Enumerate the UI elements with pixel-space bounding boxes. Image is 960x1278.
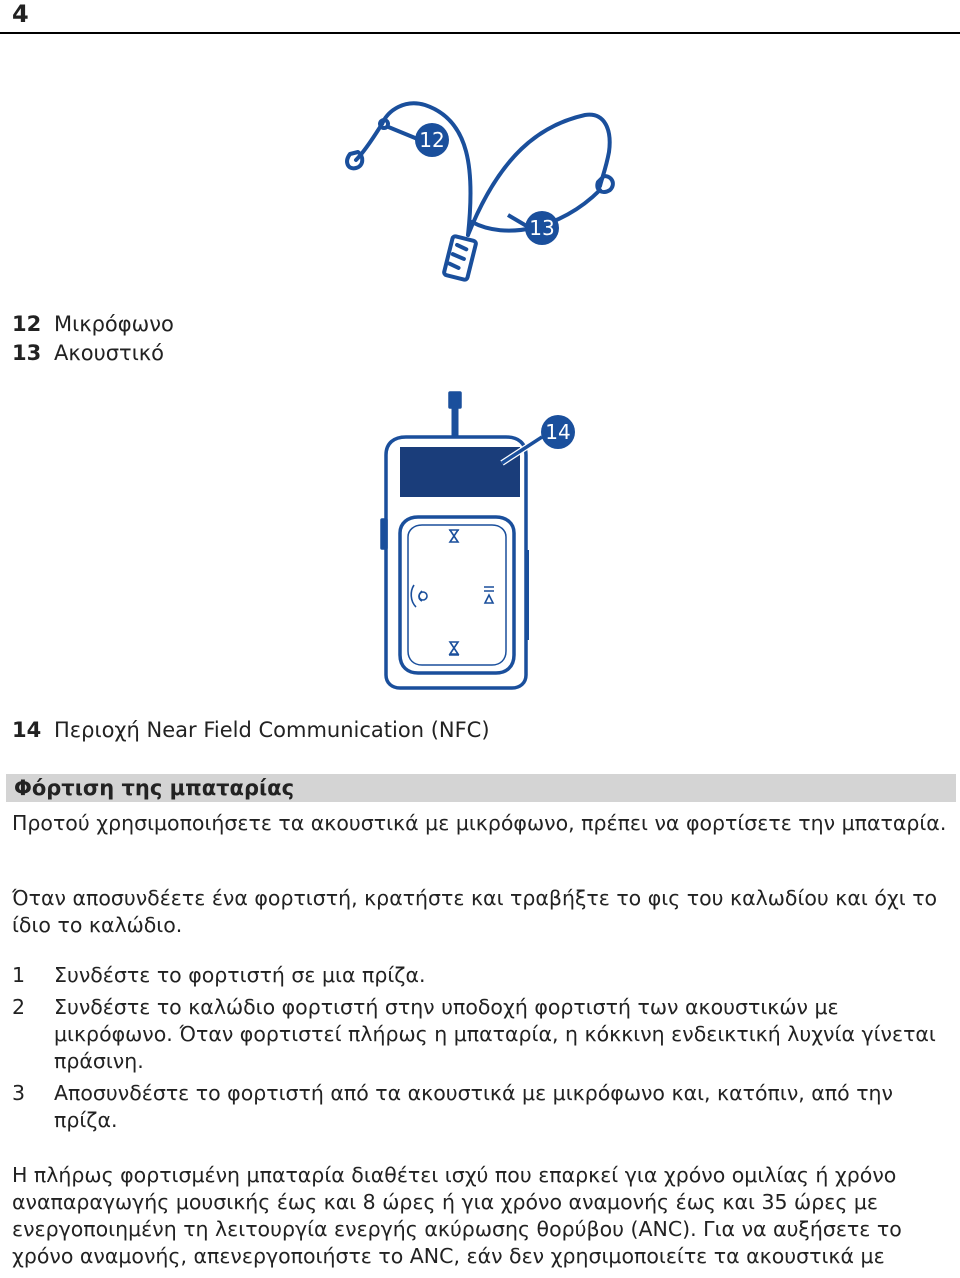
cable-left <box>382 103 471 235</box>
step-text: Αποσυνδέστε το φορτιστή από τα ακουστικά με μικρόφωνο και, κατόπιν, από την πρίζα. <box>54 1081 893 1132</box>
callout-line-12 <box>386 126 420 140</box>
step-number: 1 <box>12 963 26 987</box>
callout-13-text: 13 <box>529 216 555 240</box>
callout-14-text: 14 <box>545 420 571 444</box>
legend-label: Ακουστικό <box>54 341 165 365</box>
nfc-area <box>400 447 520 497</box>
skip-forward-icon <box>449 642 459 655</box>
charger-plug <box>450 393 460 407</box>
legend-item <box>12 339 174 368</box>
legend-headset <box>12 310 174 368</box>
list-item <box>12 962 952 989</box>
step-text: Συνδέστε το φορτιστή σε μια πρίζα. <box>54 963 426 987</box>
side-button <box>382 520 386 548</box>
legend-label: Μικρόφωνο <box>54 312 174 336</box>
skip-back-icon <box>449 530 459 542</box>
call-icon <box>411 585 422 607</box>
step-number: 2 <box>12 995 26 1019</box>
steps-list <box>12 962 952 1139</box>
closing-paragraph: Η πλήρως φορτισμένη μπαταρία διαθέτει ισχύ που επαρκεί για χρόνο ομιλίας ή χρόνο αναπαραγωγής μουσικής έως και 8 ώρες ή για χρόνο αναμονής έως και 35 ώρες με ενεργοποιημένη τη λειτουργία ενεργής ακύρωσης θορύβου (ANC). Για να αυξήσετε το χρόνο αναμονής, απενεργοποιήστε το ANC, εάν δεν χρησιμοποιείτε τα ακουστικά με <box>12 1163 902 1268</box>
section-header-band <box>6 774 956 802</box>
legend-item <box>12 716 490 745</box>
side-slider <box>526 550 529 640</box>
play-pause-icon <box>484 587 494 603</box>
legend-number: 12 <box>12 312 42 336</box>
call-key-dot <box>419 592 427 600</box>
page-number: 4 <box>12 0 29 28</box>
step-text: Συνδέστε το καλώδιο φορτιστή στην υποδοχή φορτιστή των ακουστικών με μικρόφωνο. Όταν φορτιστεί πλήρως η μπαταρία, η κόκκινη ενδεικτική λυχνία γίνεται πράσινη. <box>54 995 936 1073</box>
legend-item <box>12 310 174 339</box>
list-item <box>12 1080 952 1134</box>
legend-number: 13 <box>12 341 42 365</box>
intro-paragraph: Προτού χρησιμοποιήσετε τα ακουστικά με μικρόφωνο, πρέπει να φορτίσετε την μπαταρία. <box>12 811 947 835</box>
step-number: 3 <box>12 1081 26 1105</box>
note-paragraph: Όταν αποσυνδέετε ένα φορτιστή, κρατήστε και τραβήξτε το φις του καλωδίου και όχι το ίδιο το καλώδιο. <box>12 886 938 937</box>
callout-12-text: 12 <box>419 128 445 152</box>
headset-illustration <box>330 90 630 290</box>
list-item <box>12 994 952 1075</box>
top-rule <box>0 32 960 34</box>
legend-label: Περιοχή Near Field Communication (NFC) <box>54 718 490 742</box>
legend-device <box>12 716 490 745</box>
device-illustration <box>370 385 590 695</box>
legend-number: 14 <box>12 718 42 742</box>
section-title: Φόρτιση της μπαταρίας <box>14 776 295 800</box>
